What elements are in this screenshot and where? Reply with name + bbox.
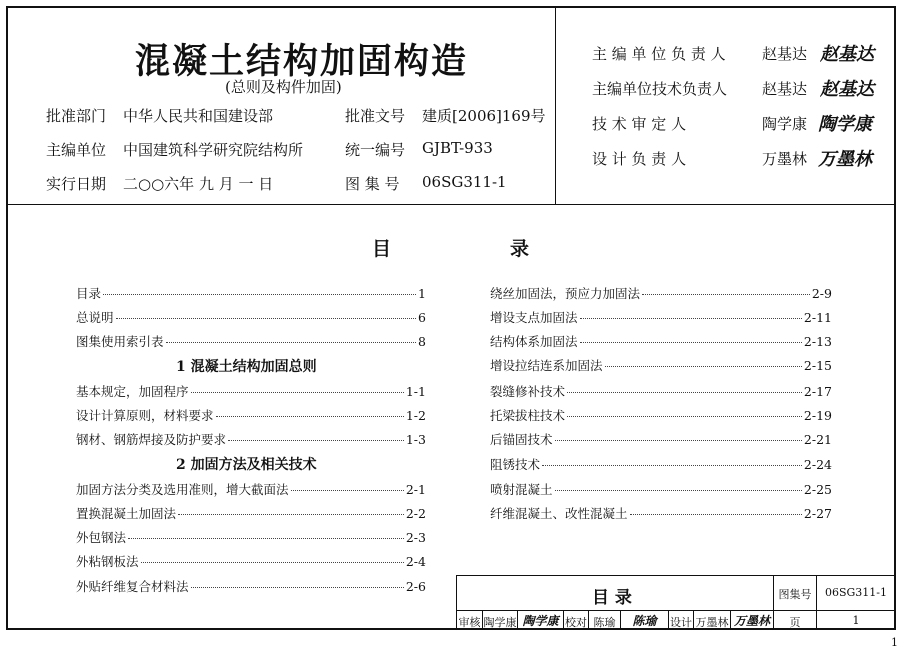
toc-entry[interactable] bbox=[76, 284, 426, 300]
toc-entry-page: 2-11 bbox=[803, 310, 832, 325]
toc-entry-page: 2-15 bbox=[803, 358, 832, 373]
design-label: 设计 bbox=[670, 616, 692, 629]
title-block-divider bbox=[816, 575, 817, 630]
signature: 陶学康 bbox=[818, 114, 872, 135]
document-title: 混凝土结构加固构造 bbox=[135, 41, 469, 82]
toc-entry[interactable] bbox=[76, 504, 426, 520]
toc-entry-page: 2-17 bbox=[803, 384, 832, 399]
title-block-page-value: 1 bbox=[852, 614, 860, 627]
title-block-divider bbox=[456, 610, 896, 611]
toc-entry[interactable] bbox=[490, 504, 832, 520]
toc-leader bbox=[555, 440, 802, 441]
responsible-name: 赵基达 bbox=[762, 45, 808, 63]
unified-number-label: 统一编号 bbox=[345, 141, 406, 159]
toc-entry-page: 2-1 bbox=[405, 482, 426, 497]
toc-entry[interactable] bbox=[490, 406, 832, 422]
effective-date-label: 实行日期 bbox=[46, 175, 107, 193]
toc-leader bbox=[630, 514, 802, 515]
toc-entry-title: 基本规定，加固程序 bbox=[76, 384, 189, 399]
chief-unit-value: 中国建筑科学研究院结构所 bbox=[123, 141, 304, 159]
toc-leader bbox=[103, 294, 416, 295]
toc-entry-title: 喷射混凝土 bbox=[490, 482, 553, 497]
toc-leader bbox=[141, 562, 404, 563]
title-block-divider bbox=[773, 575, 774, 630]
sheet-number: 1 bbox=[891, 636, 898, 649]
toc-entry-page: 1 bbox=[418, 286, 426, 301]
responsible-role: 主 编 单 位 负 责 人 bbox=[592, 45, 726, 63]
atlas-number-label: 图 集 号 bbox=[345, 175, 400, 193]
toc-entry[interactable] bbox=[490, 382, 832, 398]
toc-entry[interactable] bbox=[76, 552, 426, 568]
approval-dept-label: 批准部门 bbox=[46, 107, 107, 125]
toc-leader bbox=[291, 490, 404, 491]
toc-entry-page: 1-3 bbox=[405, 432, 426, 447]
toc-leader bbox=[191, 392, 404, 393]
toc-entry-page: 1-1 bbox=[405, 384, 426, 399]
toc-entry[interactable] bbox=[76, 332, 426, 348]
title-block-atlas-value: 06SG311-1 bbox=[824, 586, 888, 599]
responsible-role: 技 术 审 定 人 bbox=[592, 115, 687, 133]
toc-entry[interactable] bbox=[490, 308, 832, 324]
toc-entry-page: 6 bbox=[418, 310, 426, 325]
toc-entry[interactable] bbox=[490, 332, 832, 348]
signature: 赵基达 bbox=[820, 79, 874, 100]
review-name: 陶学康 bbox=[483, 616, 517, 629]
toc-entry-title: 图集使用索引表 bbox=[76, 334, 164, 349]
responsible-role: 设 计 负 责 人 bbox=[592, 150, 687, 168]
toc-entry-title: 总说明 bbox=[76, 310, 114, 325]
toc-leader bbox=[542, 465, 802, 466]
approval-doc-label: 批准文号 bbox=[345, 107, 406, 125]
toc-entry-title: 外粘钢板法 bbox=[76, 554, 139, 569]
toc-section-heading: 1 混凝土结构加固总则 bbox=[176, 359, 317, 375]
toc-entry[interactable] bbox=[76, 577, 426, 593]
toc-entry[interactable] bbox=[490, 284, 832, 300]
effective-date-value: 二○○六年 九 月 一 日 bbox=[123, 175, 274, 193]
responsible-name: 赵基达 bbox=[762, 80, 808, 98]
toc-entry-page: 2-21 bbox=[803, 432, 832, 447]
toc-leader bbox=[642, 294, 810, 295]
toc-entry-page: 2-6 bbox=[405, 579, 426, 594]
toc-entry-page: 2-2 bbox=[405, 506, 426, 521]
review-signature: 陶学康 bbox=[522, 614, 559, 628]
toc-entry-title: 钢材、钢筋焊接及防护要求 bbox=[76, 432, 227, 447]
responsible-role: 主编单位技术负责人 bbox=[592, 80, 728, 98]
toc-entry[interactable] bbox=[490, 356, 832, 372]
toc-entry-page: 8 bbox=[418, 334, 426, 349]
toc-entry-title: 设计计算原则，材料要求 bbox=[76, 408, 214, 423]
toc-leader bbox=[228, 440, 404, 441]
toc-entry[interactable] bbox=[76, 406, 426, 422]
toc-leader bbox=[567, 392, 802, 393]
toc-leader bbox=[116, 318, 417, 319]
toc-leader bbox=[166, 342, 417, 343]
approval-dept-value: 中华人民共和国建设部 bbox=[123, 107, 274, 125]
toc-leader bbox=[580, 342, 802, 343]
title-block-atlas-label: 图集号 bbox=[778, 588, 812, 601]
toc-entry-title: 纤维混凝土、改性混凝土 bbox=[490, 506, 628, 521]
design-name: 万墨林 bbox=[695, 616, 729, 629]
toc-entry-title: 结构体系加固法 bbox=[490, 334, 578, 349]
responsible-name: 陶学康 bbox=[762, 115, 808, 133]
toc-heading-right: 录 bbox=[510, 238, 530, 260]
unified-number-value: GJBT-933 bbox=[422, 139, 493, 157]
toc-entry-page: 2-25 bbox=[803, 482, 832, 497]
toc-entry[interactable] bbox=[490, 430, 832, 446]
toc-entry-title: 裂缝修补技术 bbox=[490, 384, 566, 399]
chief-unit-label: 主编单位 bbox=[46, 141, 107, 159]
toc-entry[interactable] bbox=[490, 455, 832, 471]
toc-leader bbox=[128, 538, 404, 539]
toc-entry-title: 目录 bbox=[76, 286, 102, 301]
toc-entry-page: 2-24 bbox=[803, 457, 832, 472]
header-vertical-divider bbox=[555, 6, 556, 204]
signature: 万墨林 bbox=[818, 149, 872, 170]
toc-entry-title: 加固方法分类及选用准则，增大截面法 bbox=[76, 482, 289, 497]
document-subtitle: (总则及构件加固) bbox=[225, 78, 342, 96]
check-signature: 陈瑜 bbox=[632, 614, 657, 628]
toc-heading-left: 目 bbox=[372, 238, 392, 260]
toc-entry-title: 增设支点加固法 bbox=[490, 310, 578, 325]
toc-leader bbox=[555, 490, 802, 491]
toc-entry[interactable] bbox=[76, 430, 426, 446]
toc-leader bbox=[605, 366, 802, 367]
toc-entry[interactable] bbox=[490, 480, 832, 496]
toc-leader bbox=[580, 318, 802, 319]
toc-entry[interactable] bbox=[76, 528, 426, 544]
toc-entry-title: 外贴纤维复合材料法 bbox=[76, 579, 189, 594]
toc-entry-title: 后锚固技术 bbox=[490, 432, 553, 447]
toc-entry-title: 增设拉结连系加固法 bbox=[490, 358, 603, 373]
check-name: 陈瑜 bbox=[593, 616, 616, 629]
toc-section-heading: 2 加固方法及相关技术 bbox=[176, 457, 317, 473]
toc-entry[interactable] bbox=[76, 480, 426, 496]
header-divider bbox=[6, 204, 896, 205]
title-block-page-label: 页 bbox=[789, 616, 801, 629]
toc-entry-title: 绕丝加固法，预应力加固法 bbox=[490, 286, 641, 301]
toc-entry-title: 托梁拔柱技术 bbox=[490, 408, 566, 423]
toc-entry[interactable] bbox=[76, 382, 426, 398]
approval-doc-value: 建质[2006]169号 bbox=[422, 107, 546, 125]
toc-leader bbox=[567, 416, 802, 417]
toc-leader bbox=[178, 514, 404, 515]
toc-entry-title: 置换混凝土加固法 bbox=[76, 506, 177, 521]
toc-entry-page: 2-19 bbox=[803, 408, 832, 423]
title-block-title: 目 录 bbox=[592, 588, 632, 608]
review-label: 审核 bbox=[458, 616, 481, 629]
toc-entry-title: 外包钢法 bbox=[76, 530, 127, 545]
toc-entry[interactable] bbox=[76, 308, 426, 324]
toc-entry-page: 2-4 bbox=[405, 554, 426, 569]
toc-leader bbox=[216, 416, 404, 417]
toc-entry-page: 2-3 bbox=[405, 530, 426, 545]
signature: 赵基达 bbox=[820, 44, 874, 65]
toc-entry-page: 1-2 bbox=[405, 408, 426, 423]
responsible-name: 万墨林 bbox=[762, 150, 808, 168]
check-label: 校对 bbox=[565, 616, 587, 629]
toc-entry-page: 2-9 bbox=[811, 286, 832, 301]
toc-leader bbox=[191, 587, 404, 588]
toc-entry-page: 2-13 bbox=[803, 334, 832, 349]
toc-entry-title: 阻锈技术 bbox=[490, 457, 541, 472]
design-signature: 万墨林 bbox=[733, 614, 770, 628]
atlas-number-value: 06SG311-1 bbox=[422, 173, 507, 191]
toc-entry-page: 2-27 bbox=[803, 506, 832, 521]
